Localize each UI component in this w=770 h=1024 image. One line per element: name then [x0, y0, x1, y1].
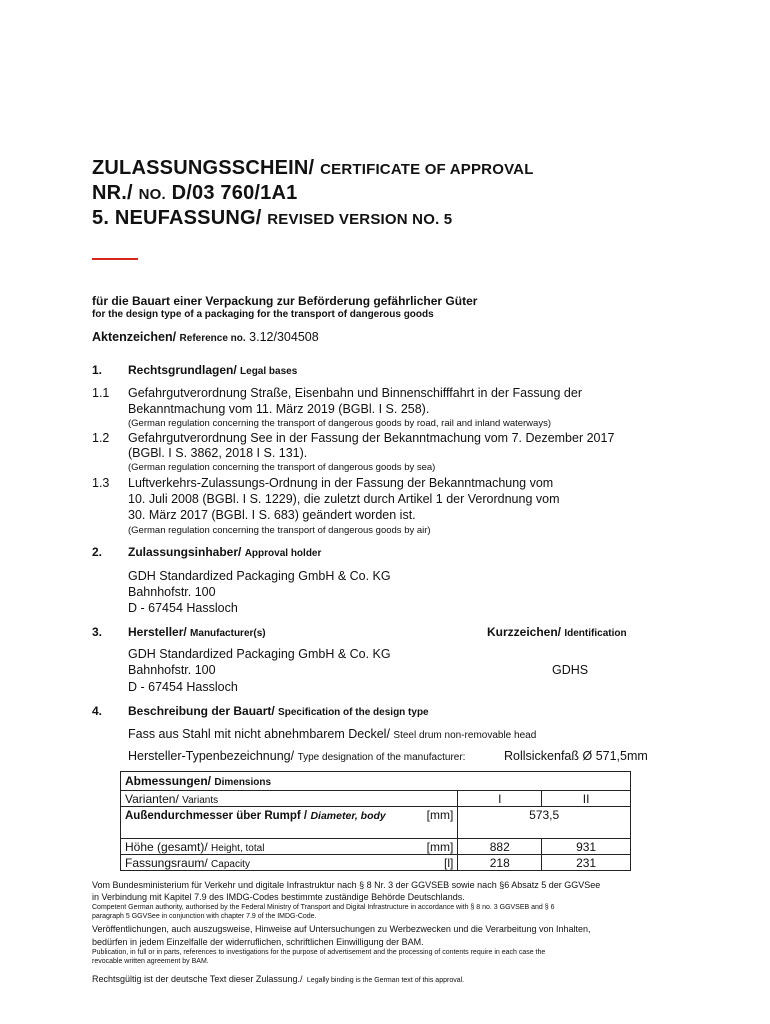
variants-label: Varianten/ Variants [121, 791, 458, 807]
section-1-number: 1. [92, 363, 103, 377]
table-title: Abmessungen/ Dimensions [121, 772, 631, 791]
item-1-1-note: (German regulation concerning the transport of dangerous goods by road, rail and inland waterways) [128, 418, 551, 429]
manufacturer-street: Bahnhofstr. 100 [128, 663, 216, 677]
section-2-heading: Zulassungsinhaber/ Approval holder [128, 545, 322, 559]
diameter-label: Außendurchmesser über Rumpf / Diameter, body [mm] [121, 807, 458, 839]
footer-publication-de: Veröffentlichungen, auch auszugsweise, Hinweise auf Untersuchungen zu Werbezwecken und die Verarbeitung von Inhalten, [92, 924, 591, 934]
manufacturer-name: GDH Standardized Packaging GmbH & Co. KG [128, 647, 391, 661]
table-row [121, 855, 631, 871]
intro-de: für die Bauart einer Verpackung zur Beförderung gefährlicher Güter [92, 294, 478, 308]
identification-heading: Kurzzeichen/ Identification [487, 625, 627, 639]
item-1-2-line: (BGBl. I S. 3862, 2018 I S. 131). [128, 446, 308, 460]
table-row [121, 807, 631, 839]
holder-name: GDH Standardized Packaging GmbH & Co. KG [128, 569, 391, 583]
height-value-2: 931 [542, 839, 631, 855]
footer-legal-note: Rechtsgültig ist der deutsche Text dieser Zulassung./ Legally binding is the German text of this approval. [92, 974, 465, 984]
height-value-1: 882 [458, 839, 542, 855]
section-2-number: 2. [92, 545, 103, 559]
section-4-heading: Beschreibung der Bauart/ Specification of the design type [128, 704, 429, 718]
holder-city: D - 67454 Hassloch [128, 601, 238, 615]
title-line-2: NR./ NO. D/03 760/1A1 [92, 182, 298, 204]
capacity-value-2: 231 [542, 855, 631, 871]
manufacturer-city: D - 67454 Hassloch [128, 680, 238, 694]
holder-street: Bahnhofstr. 100 [128, 585, 216, 599]
table-row [121, 791, 631, 807]
footer-authority-de: in Verbindung mit Kapitel 7.9 des IMDG-Codes bestimmte zuständige Behörde Deutschlands. [92, 892, 465, 902]
item-1-1-line: Bekanntmachung vom 11. März 2019 (BGBl. I S. 258). [128, 402, 430, 416]
variant-2: II [542, 791, 631, 807]
item-1-2-line: Gefahrgutverordnung See in der Fassung der Bekanntmachung vom 7. Dezember 2017 [128, 431, 615, 445]
capacity-value-1: 218 [458, 855, 542, 871]
height-label: Höhe (gesamt)/ Height, total [mm] [121, 839, 458, 855]
intro-en: for the design type of a packaging for the transport of dangerous goods [92, 309, 434, 320]
footer-authority-en: Competent German authority, authorised by the Federal Ministry of Transport and Digital Infrastructure in accordance with § 8 no. 3 GGVSEB and § 6 [92, 904, 555, 911]
footer-publication-en: Publication, in full or in parts, references to investigations for the purpose of advertisement and the processing of contents require in each case the [92, 949, 546, 956]
table-row [121, 839, 631, 855]
footer-authority-de: Vom Bundesministerium für Verkehr und digitale Infrastruktur nach § 8 Nr. 3 der GGVSEB sowie nach §6 Absatz 5 der GGVSee [92, 880, 601, 890]
item-1-3-number: 1.3 [92, 476, 110, 490]
section-4-number: 4. [92, 704, 103, 718]
footer-authority-en: paragraph 5 GGVSee in conjunction with chapter 7.9 of the IMDG-Code. [92, 913, 317, 920]
accent-divider [92, 258, 138, 260]
item-1-3-line: 30. März 2017 (BGBl. I S. 683) geändert worden ist. [128, 508, 416, 522]
type-designation-value: Rollsickenfaß Ø 571,5mm [504, 749, 648, 763]
reference-line: Aktenzeichen/ Reference no. 3.12/304508 [92, 330, 319, 344]
section-3-number: 3. [92, 625, 103, 639]
diameter-value: 573,5 [458, 807, 631, 839]
item-1-3-line: 10. Juli 2008 (BGBl. I S. 1229), die zuletzt durch Artikel 1 der Verordnung vom [128, 492, 560, 506]
capacity-label: Fassungsraum/ Capacity [l] [121, 855, 458, 871]
identification-value: GDHS [552, 663, 589, 677]
type-designation: Hersteller-Typenbezeichnung/ Type designation of the manufacturer: [128, 749, 466, 763]
table-row [121, 772, 631, 791]
dimensions-table [120, 771, 631, 871]
footer-publication-en: revocable written agreement by BAM. [92, 958, 209, 965]
item-1-2-note: (German regulation concerning the transport of dangerous goods by sea) [128, 462, 436, 473]
footer-publication-de: bedürfen in jedem Einzelfalle der widerruflichen, schriftlichen Einwilligung der BAM. [92, 937, 424, 947]
section-3-heading: Hersteller/ Manufacturer(s) [128, 625, 266, 639]
variant-1: I [458, 791, 542, 807]
design-description: Fass aus Stahl mit nicht abnehmbarem Deckel/ Steel drum non-removable head [128, 727, 537, 741]
item-1-1-number: 1.1 [92, 386, 110, 400]
item-1-2-number: 1.2 [92, 431, 110, 445]
item-1-3-note: (German regulation concerning the transport of dangerous goods by air) [128, 525, 431, 536]
title-line-3: 5. NEUFASSUNG/ REVISED VERSION NO. 5 [92, 207, 453, 229]
title-line-1: ZULASSUNGSSCHEIN/ CERTIFICATE OF APPROVAL [92, 157, 534, 179]
section-1-heading: Rechtsgrundlagen/ Legal bases [128, 363, 298, 377]
item-1-1-line: Gefahrgutverordnung Straße, Eisenbahn und Binnenschifffahrt in der Fassung der [128, 386, 582, 400]
item-1-3-line: Luftverkehrs-Zulassungs-Ordnung in der Fassung der Bekanntmachung vom [128, 476, 554, 490]
